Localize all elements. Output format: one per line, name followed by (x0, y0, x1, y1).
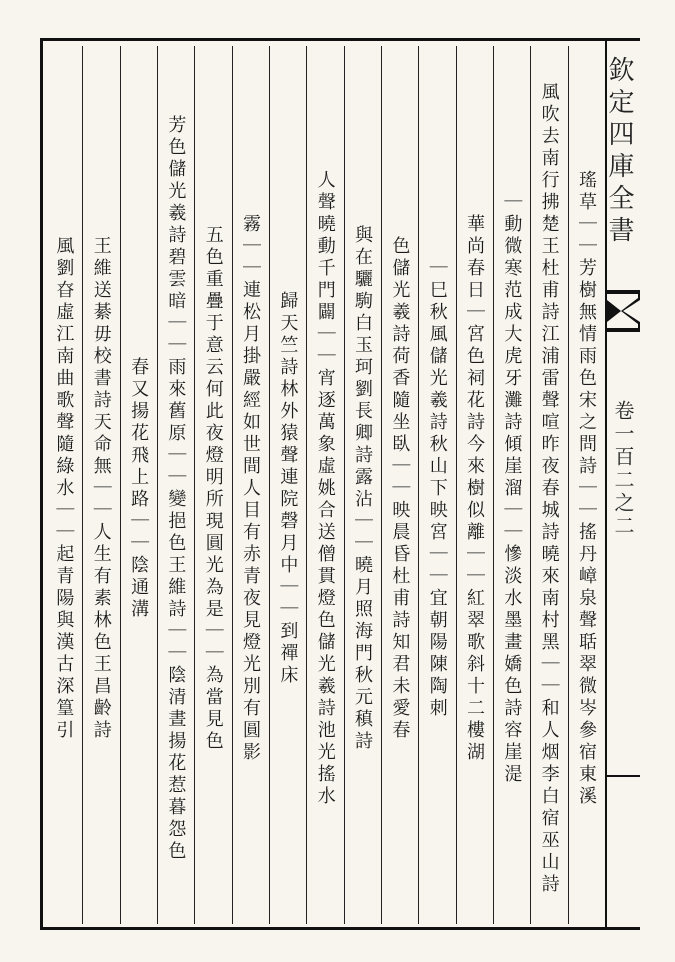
text-column: ｜動微寒范成大虎牙灘詩傾崖溜｜｜慘淡水墨畫嬌色詩容崖湜 (493, 46, 530, 924)
text-column: 風吹去南行拂楚王杜甫詩江浦雷聲喧昨夜春城詩曉來南村黑｜｜和人烟李白宿巫山詩 (530, 46, 567, 924)
text-column: 霧｜｜連松月掛嚴經如世間人目有赤青夜見燈光別有圓影 (232, 46, 269, 924)
fishtail-mark-icon (605, 290, 640, 332)
margin-divider (605, 775, 640, 777)
text-columns-extra (45, 46, 605, 924)
text-column: 王維送綦毋校書詩天命無｜｜人生有素林色王昌齡詩 (82, 46, 119, 924)
text-column: 華尚春日｜宮色祠花詩今來樹似離｜｜紅翠歌斜十二樓湖 (456, 46, 493, 924)
text-column: 春又揚花飛上路｜｜陰通溝 (120, 46, 157, 924)
text-column: 五色重疊于意云何此夜燈明所現圓光為是｜｜為當見色 (194, 46, 231, 924)
text-column: 與在驪駒白玉珂劉長卿詩露沾｜｜曉月照海門秋元稹詩 (344, 46, 381, 924)
text-column: 風劉昚虛江南曲歌聲隨綠水｜｜起青陽與漢古深篁引 (53, 236, 75, 742)
text-column: 人聲曉動千門闢｜｜宵逐萬象虛姚合送僧貫燈色儲光羲詩池光搖水 (306, 46, 343, 924)
text-column: 瑤草｜｜芳樹無情雨色宋之問詩｜｜搖丹嶂泉聲聒翠微岑參宿東溪 (568, 46, 605, 924)
text-column: 歸天竺詩林外猿聲連院磬月中｜｜到禪床 (269, 46, 306, 924)
text-column: 芳色儲光羲詩碧雲暗｜｜雨來舊原｜｜變挹色王維詩｜｜陰清晝揚花惹暮怨色 (157, 46, 194, 924)
volume-label: 卷一百二之二 (611, 400, 635, 538)
text-column: ｜巳秋風儲光羲詩秋山下映宮｜｜宜朝陽陳陶刺 (418, 46, 455, 924)
book-title: 欽定四庫全書 (604, 56, 634, 248)
text-column: 色儲光羲詩荷香隨坐臥｜｜映晨昏杜甫詩知君未愛春 (381, 46, 418, 924)
